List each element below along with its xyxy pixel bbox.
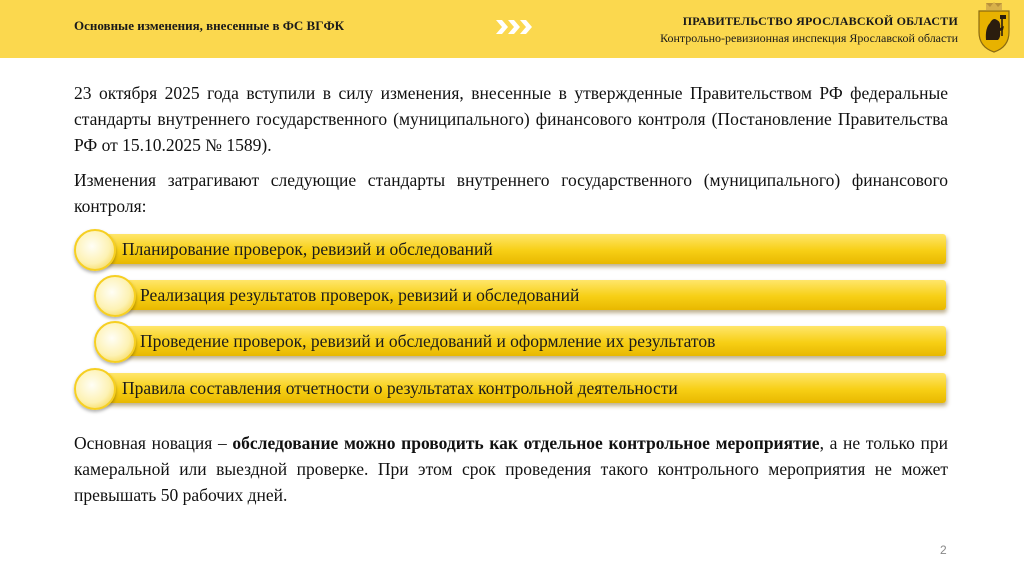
innovation-rest: , а не только при камеральной или выездной проверке. При этом срок проведения такого контрольного мероприятия не может превышать 50 рабочих дней. (74, 433, 948, 505)
slide-title: Основные изменения, внесенные в ФС ВГФК (74, 18, 345, 33)
coat-of-arms-icon (972, 2, 1016, 54)
item-label: Правила составления отчетности о результатах контрольной деятельности (122, 378, 678, 398)
chevrons-icon (494, 18, 534, 36)
organization-block (660, 14, 958, 46)
item-bar (116, 326, 946, 356)
item-label: Реализация результатов проверок, ревизий и обследований (140, 285, 580, 305)
header-bar (0, 0, 1024, 58)
item-bar (96, 234, 946, 264)
innovation-paragraph (74, 430, 948, 508)
item-bar (96, 373, 946, 403)
item-label: Проведение проверок, ревизий и обследований и оформление их результатов (140, 331, 716, 351)
bullet-circle-icon (94, 321, 136, 363)
innovation-lead: Основная новация – (74, 433, 233, 453)
item-label: Планирование проверок, ревизий и обследований (122, 239, 493, 259)
page-number: 2 (940, 543, 947, 557)
list-item (74, 229, 946, 269)
list-item (74, 368, 946, 408)
intro-paragraph: 23 октября 2025 года вступили в силу изменения, внесенные в утвержденные Правительством РФ федеральные стандарты внутреннего государственного (муниципального) финансового контроля (Постановление Правительства РФ от 15.10.2025 № 1589). (74, 83, 948, 155)
organization-subtitle: Контрольно-ревизионная инспекция Ярославской области (660, 31, 958, 45)
item-bar (116, 280, 946, 310)
standards-paragraph: Изменения затрагивают следующие стандарты внутреннего государственного (муниципального) финансового контроля: (74, 170, 948, 216)
innovation-highlight: обследование можно проводить как отдельное контрольное мероприятие (232, 433, 820, 453)
bullet-circle-icon (94, 275, 136, 317)
organization-name: ПРАВИТЕЛЬСТВО ЯРОСЛАВСКОЙ ОБЛАСТИ (682, 14, 958, 28)
list-item (94, 275, 946, 315)
bullet-circle-icon (74, 368, 116, 410)
bullet-circle-icon (74, 229, 116, 271)
list-item (94, 321, 946, 361)
